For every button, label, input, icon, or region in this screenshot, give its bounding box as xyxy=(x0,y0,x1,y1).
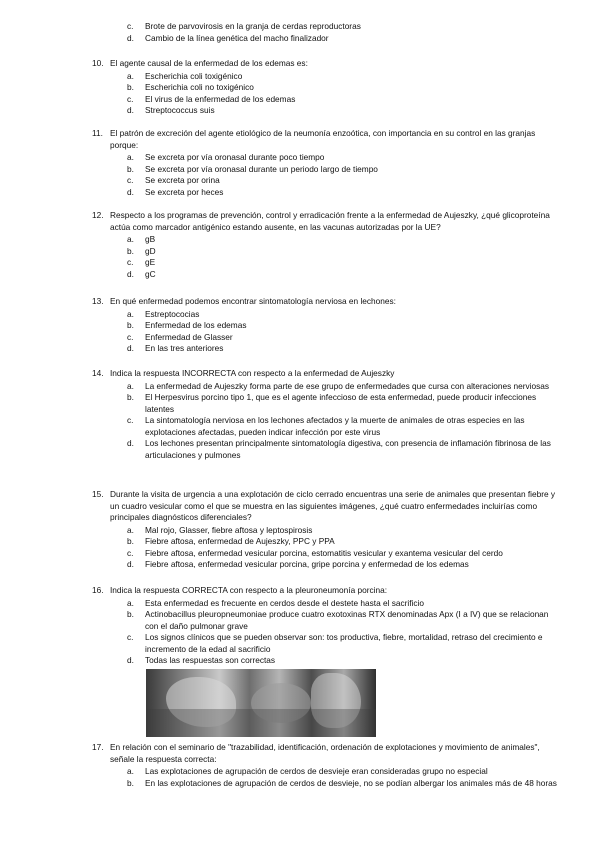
option xyxy=(127,632,557,655)
option xyxy=(127,438,557,461)
question-number: 10. xyxy=(92,58,104,68)
question-number: 12. xyxy=(92,210,104,220)
option-letter: a. xyxy=(127,766,134,776)
option-letter: b. xyxy=(127,82,134,92)
option-letter: b. xyxy=(127,320,134,330)
question-stem xyxy=(92,489,557,524)
option xyxy=(127,269,557,281)
option-letter: d. xyxy=(127,559,134,569)
question-text: En qué enfermedad podemos encontrar sintomatología nerviosa en lechones: xyxy=(110,296,396,306)
option-letter: d. xyxy=(127,186,134,197)
option xyxy=(127,21,557,33)
option xyxy=(127,598,557,610)
option xyxy=(127,415,557,438)
option-text: Se excreta por orina xyxy=(145,175,220,185)
option xyxy=(127,525,557,537)
option-letter: b. xyxy=(127,777,134,788)
option xyxy=(127,257,557,269)
question-stem xyxy=(92,585,557,597)
option-letter: c. xyxy=(127,257,134,267)
option-letter: a. xyxy=(127,308,134,319)
question-stem xyxy=(92,128,557,151)
option-text: Los lechones presentan principalmente sintomatología digestiva, con presencia de inflamación fibrinosa de las articulaciones y pulmones xyxy=(145,438,551,460)
option-text: Streptococcus suis xyxy=(145,105,215,115)
option xyxy=(127,609,557,632)
option-text: Se excreta por heces xyxy=(145,186,224,197)
option-list xyxy=(127,71,557,117)
option-text: Todas las respuestas son correctas xyxy=(145,655,276,665)
option-text: gB xyxy=(145,234,156,244)
question-text: El agente causal de la enfermedad de los edemas es: xyxy=(110,58,308,68)
question-17 xyxy=(92,742,557,789)
question-text: Respecto a los programas de prevención, control y erradicación frente a la enfermedad de Aujeszky, ¿qué glicoproteína actúa como marcador antigénico estando ausente, en las vacunas autorizadas por la UE? xyxy=(110,210,550,232)
question-stem xyxy=(92,210,557,233)
option-text: Brote de parvovirosis en la granja de cerdas reproductoras xyxy=(145,21,361,31)
option-text: Esta enfermedad es frecuente en cerdos desde el destete hasta el sacrificio xyxy=(145,597,425,608)
option-text: El virus de la enfermedad de los edemas xyxy=(145,93,296,104)
option-text: El Herpesvirus porcino tipo 1, que es el agente infeccioso de esta enfermedad, puede producir infecciones latentes xyxy=(145,392,537,414)
option-letter: b. xyxy=(127,163,134,174)
option-text: Se excreta por vía oronasal durante un periodo largo de tiempo xyxy=(145,163,378,174)
option-text: En las tres anteriores xyxy=(145,343,224,353)
option xyxy=(127,71,557,83)
option xyxy=(127,234,557,246)
question-stem xyxy=(92,742,557,765)
option-list xyxy=(127,309,557,355)
option xyxy=(127,655,557,667)
option-list xyxy=(127,766,557,789)
option-letter: b. xyxy=(127,536,134,546)
option xyxy=(127,105,557,117)
option-text: Estreptococias xyxy=(145,308,200,319)
option-text: Enfermedad de Glasser xyxy=(145,331,233,342)
option-letter: a. xyxy=(127,524,134,535)
question-number: 17. xyxy=(92,742,104,752)
option-letter: a. xyxy=(127,152,134,162)
option-list xyxy=(127,234,557,280)
question-stem xyxy=(92,58,557,70)
option-list xyxy=(127,598,557,667)
option xyxy=(127,152,557,164)
option-letter: c. xyxy=(127,415,134,425)
option-letter: d. xyxy=(127,343,134,353)
option-list xyxy=(127,152,557,198)
question-16 xyxy=(92,585,557,667)
option-text: Actinobacillus pleuropneumoniae produce cuatro exotoxinas RTX denominadas Apx (I a IV) que se relacionan con el daño pulmonar grave xyxy=(145,609,549,631)
option xyxy=(127,778,557,790)
option-text: Fiebre aftosa, enfermedad vesicular porcina, gripe porcina y enfermedad de los edemas xyxy=(145,559,469,569)
option-letter: a. xyxy=(127,70,134,81)
question-number: 11. xyxy=(92,128,103,138)
option-letter: a. xyxy=(127,597,134,608)
option-letter: c. xyxy=(127,547,134,558)
question-text: Indica la respuesta CORRECTA con respecto a la pleuroneumonía porcina: xyxy=(110,585,388,595)
option xyxy=(127,164,557,176)
option-text: Se excreta por vía oronasal durante poco tiempo xyxy=(145,152,325,162)
option xyxy=(127,343,557,355)
question-14 xyxy=(92,368,557,461)
option-text: En las explotaciones de agrupación de cerdos de desvieje, no se podían albergar los animales más de 48 horas xyxy=(145,777,557,788)
option xyxy=(127,309,557,321)
option-list xyxy=(127,525,557,571)
option xyxy=(127,246,557,258)
option-text: Escherichia coli no toxigénico xyxy=(145,82,254,92)
option-letter: c. xyxy=(127,21,134,31)
question-9-continuation xyxy=(127,21,557,44)
option-text: Enfermedad de los edemas xyxy=(145,320,247,330)
option-text: gC xyxy=(145,268,156,279)
option-letter: d. xyxy=(127,655,134,665)
question-stem xyxy=(92,296,557,308)
question-text: Indica la respuesta INCORRECTA con respecto a la enfermedad de Aujeszky xyxy=(110,368,395,378)
lesion-photo xyxy=(146,669,376,737)
option-text: Las explotaciones de agrupación de cerdos de desvieje eran consideradas grupo no especial xyxy=(145,766,488,776)
option xyxy=(127,548,557,560)
photo-region xyxy=(146,709,376,737)
option xyxy=(127,332,557,344)
option-text: La sintomatología nerviosa en los lechones afectados y la muerte de animales de otras especies en las explotaciones afectadas, pueden indicar infección por este virus xyxy=(145,415,525,437)
question-stem xyxy=(92,368,557,380)
option xyxy=(127,381,557,393)
option-letter: a. xyxy=(127,234,134,244)
option-text: Fiebre aftosa, enfermedad de Aujeszky, PPC y PPA xyxy=(145,536,335,546)
question-number: 15. xyxy=(92,489,104,499)
option-text: La enfermedad de Aujeszky forma parte de ese grupo de enfermedades que cursa con alteraciones nerviosas xyxy=(145,380,550,391)
question-number: 14. xyxy=(92,368,104,378)
option-letter: b. xyxy=(127,245,134,256)
option-text: Los signos clínicos que se pueden observar son: tos productiva, fiebre, mortalidad, retraso del crecimiento e incremento de la edad al sacrificio xyxy=(145,632,543,654)
option-letter: d. xyxy=(127,105,134,115)
option-letter: c. xyxy=(127,93,134,104)
question-number: 13. xyxy=(92,296,104,306)
option-letter: c. xyxy=(127,632,134,642)
option xyxy=(127,320,557,332)
option xyxy=(127,392,557,415)
option xyxy=(127,536,557,548)
question-13 xyxy=(92,296,557,355)
option-list xyxy=(127,381,557,462)
option xyxy=(127,187,557,199)
option xyxy=(127,766,557,778)
option-letter: c. xyxy=(127,175,134,185)
option-text: Cambio de la línea genética del macho finalizador xyxy=(145,32,329,43)
option xyxy=(127,175,557,187)
option xyxy=(127,82,557,94)
question-10 xyxy=(92,58,557,117)
option-text: Escherichia coli toxigénico xyxy=(145,70,243,81)
question-number: 16. xyxy=(92,585,104,595)
option-letter: b. xyxy=(127,609,134,619)
option xyxy=(127,33,557,45)
question-11 xyxy=(92,128,557,198)
option-letter: d. xyxy=(127,268,134,279)
option-text: gE xyxy=(145,257,156,267)
option-letter: c. xyxy=(127,331,134,342)
option-text: Mal rojo, Glasser, fiebre aftosa y leptospirosis xyxy=(145,524,313,535)
option-letter: a. xyxy=(127,380,134,391)
option xyxy=(127,559,557,571)
option-letter: b. xyxy=(127,392,134,402)
option-letter: d. xyxy=(127,438,134,448)
option xyxy=(127,94,557,106)
question-12 xyxy=(92,210,557,280)
option-letter: d. xyxy=(127,32,134,43)
option-text: gD xyxy=(145,245,156,256)
question-15 xyxy=(92,489,557,571)
question-text: El patrón de excreción del agente etiológico de la neumonía enzoótica, con importancia en su control en las granjas porque: xyxy=(110,128,536,150)
question-text: En relación con el seminario de "trazabilidad, identificación, ordenación de explotaciones y movimiento de animales", señale la respuesta correcta: xyxy=(110,742,540,764)
question-text: Durante la visita de urgencia a una explotación de ciclo cerrado encuentras una serie de animales que presentan fiebre y un cuadro vesicular como el que se muestra en las siguientes imágenes, ¿qué cuatro enfermedades incluirías como principales diagnósticos diferenciales? xyxy=(110,489,556,522)
option-text: Fiebre aftosa, enfermedad vesicular porcina, estomatitis vesicular y exantema vesicular del cerdo xyxy=(145,547,503,558)
